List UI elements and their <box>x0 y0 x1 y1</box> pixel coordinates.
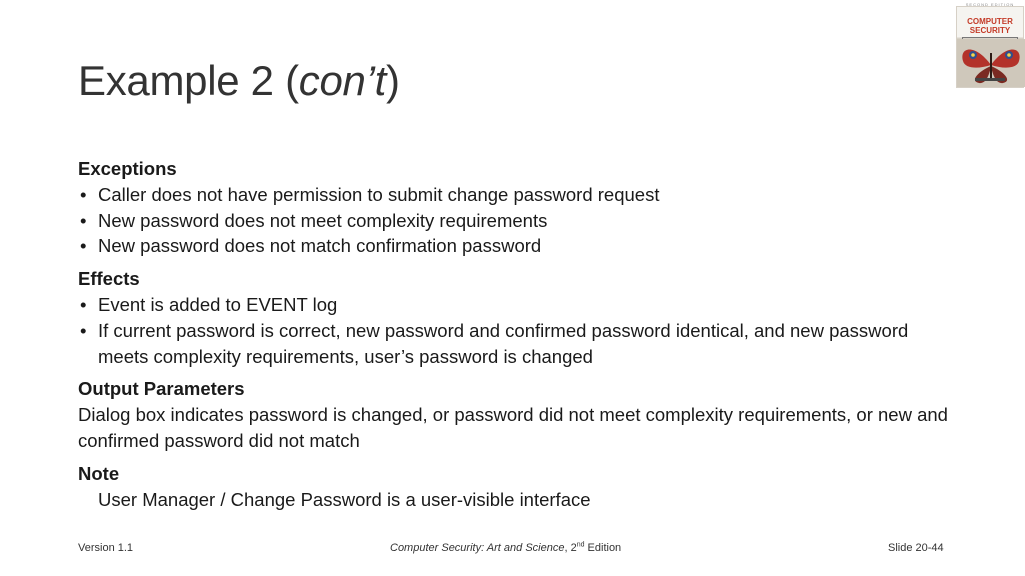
effects-item: • Event is added to EVENT log <box>78 292 958 318</box>
book-cover-edition: SECOND EDITION <box>965 2 1015 7</box>
output-heading: Output Parameters <box>78 378 245 400</box>
book-cover-title-line1: COMPUTER <box>967 17 1013 26</box>
book-cover-author-bar <box>975 78 1005 81</box>
footer-edition-suffix: Edition <box>584 542 622 554</box>
slide-title <box>78 58 400 104</box>
slide-content <box>78 156 958 519</box>
footer-edition-prefix: , 2 <box>564 542 577 554</box>
effects-section <box>78 266 958 369</box>
book-cover-title-line2: SECURITY <box>969 26 1011 35</box>
book-cover-thumbnail <box>956 2 1024 88</box>
slide-title-main: Example 2 ( <box>78 57 299 104</box>
note-heading: Note <box>78 462 120 484</box>
slide-title-italic: con’t <box>298 57 387 104</box>
slide-title-close: ) <box>386 57 400 104</box>
footer-book-title <box>390 542 621 554</box>
exceptions-item: • Caller does not have permission to submit change password request <box>78 182 958 208</box>
exceptions-item: • New password does not match confirmation password <box>78 233 958 259</box>
output-section <box>78 376 958 453</box>
exceptions-item: • New password does not meet complexity requirements <box>78 208 958 234</box>
exceptions-section <box>78 156 958 259</box>
book-cover-title <box>957 17 1023 35</box>
effects-item: • If current password is correct, new password and confirmed password identical, and new password meets complexity requirements, user’s password is changed <box>78 318 958 370</box>
output-text: Dialog box indicates password is changed, or password did not meet complexity requirements, or new and confirmed password did not match <box>78 404 948 451</box>
exceptions-heading: Exceptions <box>78 158 177 179</box>
note-section <box>78 461 958 513</box>
footer-version: Version 1.1 <box>78 542 134 554</box>
footer-slide-number: Slide 20-44 <box>888 542 944 554</box>
note-text: User Manager / Change Password is a user-visible interface <box>98 488 591 510</box>
effects-heading: Effects <box>78 268 140 290</box>
footer-book-name: Computer Security: Art and Science <box>390 542 565 554</box>
footer-edition-sup: nd <box>576 541 585 549</box>
